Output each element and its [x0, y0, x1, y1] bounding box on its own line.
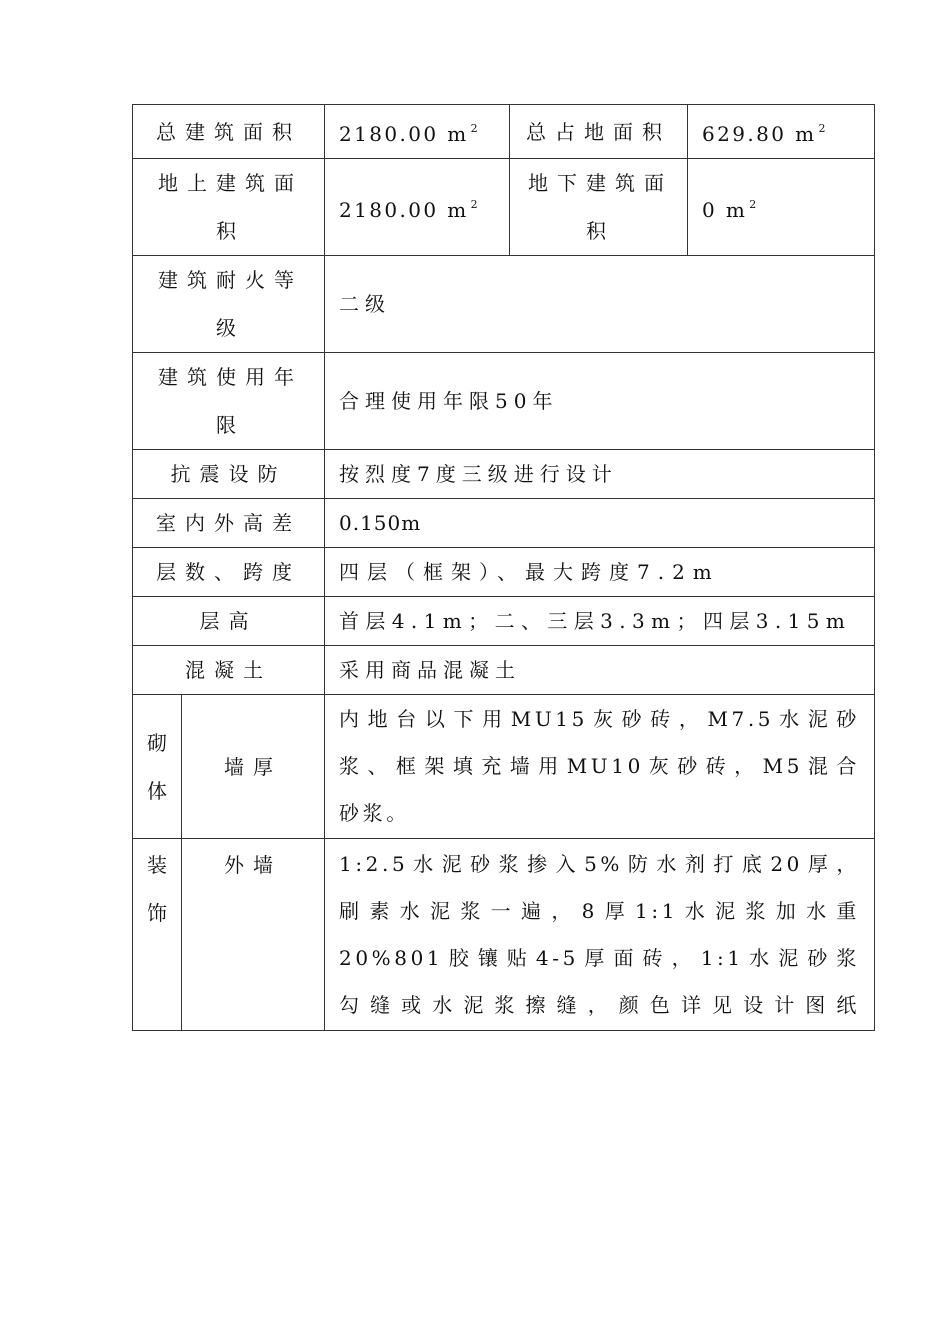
wall-thickness-label: 墙厚: [182, 695, 325, 839]
above-ground-area-value: 2180.00 m $^2$: [325, 159, 510, 256]
table-row: [133, 839, 875, 1031]
table-row: [133, 499, 875, 548]
service-life-label: 建筑使用年限: [133, 353, 325, 450]
height-diff-value: 0.150m: [325, 499, 875, 548]
floors-span-value: 四层（框架）、最大跨度7.2m: [325, 548, 875, 597]
table-row: [133, 450, 875, 499]
exterior-wall-description: [325, 839, 875, 1031]
masonry-group-label: 砌体: [133, 695, 182, 839]
masonry-line: 内地台以下用MU15灰砂砖，M7.5水泥砂: [339, 707, 860, 731]
decoration-line: 勾缝或水泥浆擦缝，颜色详见设计图纸: [339, 992, 860, 1017]
site-area-label: 总占地面积: [510, 105, 688, 159]
concrete-label: 混凝土: [133, 646, 325, 695]
service-life-value: 合理使用年限50年: [325, 353, 875, 450]
below-ground-area-label: 地下建筑面积: [510, 159, 688, 256]
site-area-value: 629.80 m $^2$: [688, 105, 875, 159]
decoration-line: 1:2.5水泥砂浆掺入5%防水剂打底20厚，: [339, 851, 860, 876]
total-area-value: 2180.00 m $^2$: [325, 105, 510, 159]
decoration-line: 20%801胶镶贴4-5厚面砖，1:1水泥砂浆: [339, 945, 860, 970]
floors-span-label: 层数、跨度: [133, 548, 325, 597]
concrete-value: 采用商品混凝土: [325, 646, 875, 695]
total-area-label: 总建筑面积: [133, 105, 325, 159]
table-row: [133, 597, 875, 646]
masonry-line: 浆、框架填充墙用MU10灰砂砖，M5混合: [339, 754, 860, 778]
height-diff-label: 室内外高差: [133, 499, 325, 548]
table-row: [133, 256, 875, 353]
masonry-line: 砂浆。: [339, 801, 410, 825]
fire-rating-value: 二级: [325, 256, 875, 353]
decoration-group-label: 装饰: [133, 839, 182, 1031]
masonry-description: [325, 695, 875, 839]
fire-rating-label: 建筑耐火等级: [133, 256, 325, 353]
table-row: [133, 646, 875, 695]
table-row: [133, 159, 875, 256]
seismic-value: 按烈度7度三级进行设计: [325, 450, 875, 499]
building-spec-table: [132, 104, 875, 1031]
seismic-label: 抗震设防: [133, 450, 325, 499]
below-ground-area-value: 0 m $^2$: [688, 159, 875, 256]
table-row: [133, 105, 875, 159]
table-row: [133, 695, 875, 839]
decoration-line: 刷素水泥浆一遍，8厚1:1水泥浆加水重: [339, 898, 860, 923]
table-row: [133, 548, 875, 597]
exterior-wall-label: 外墙: [182, 839, 325, 1031]
above-ground-area-label: 地上建筑面积: [133, 159, 325, 256]
table-row: [133, 353, 875, 450]
floor-height-label: 层高: [133, 597, 325, 646]
floor-height-value: 首层4.1m；二、三层3.3m；四层3.15m: [325, 597, 875, 646]
